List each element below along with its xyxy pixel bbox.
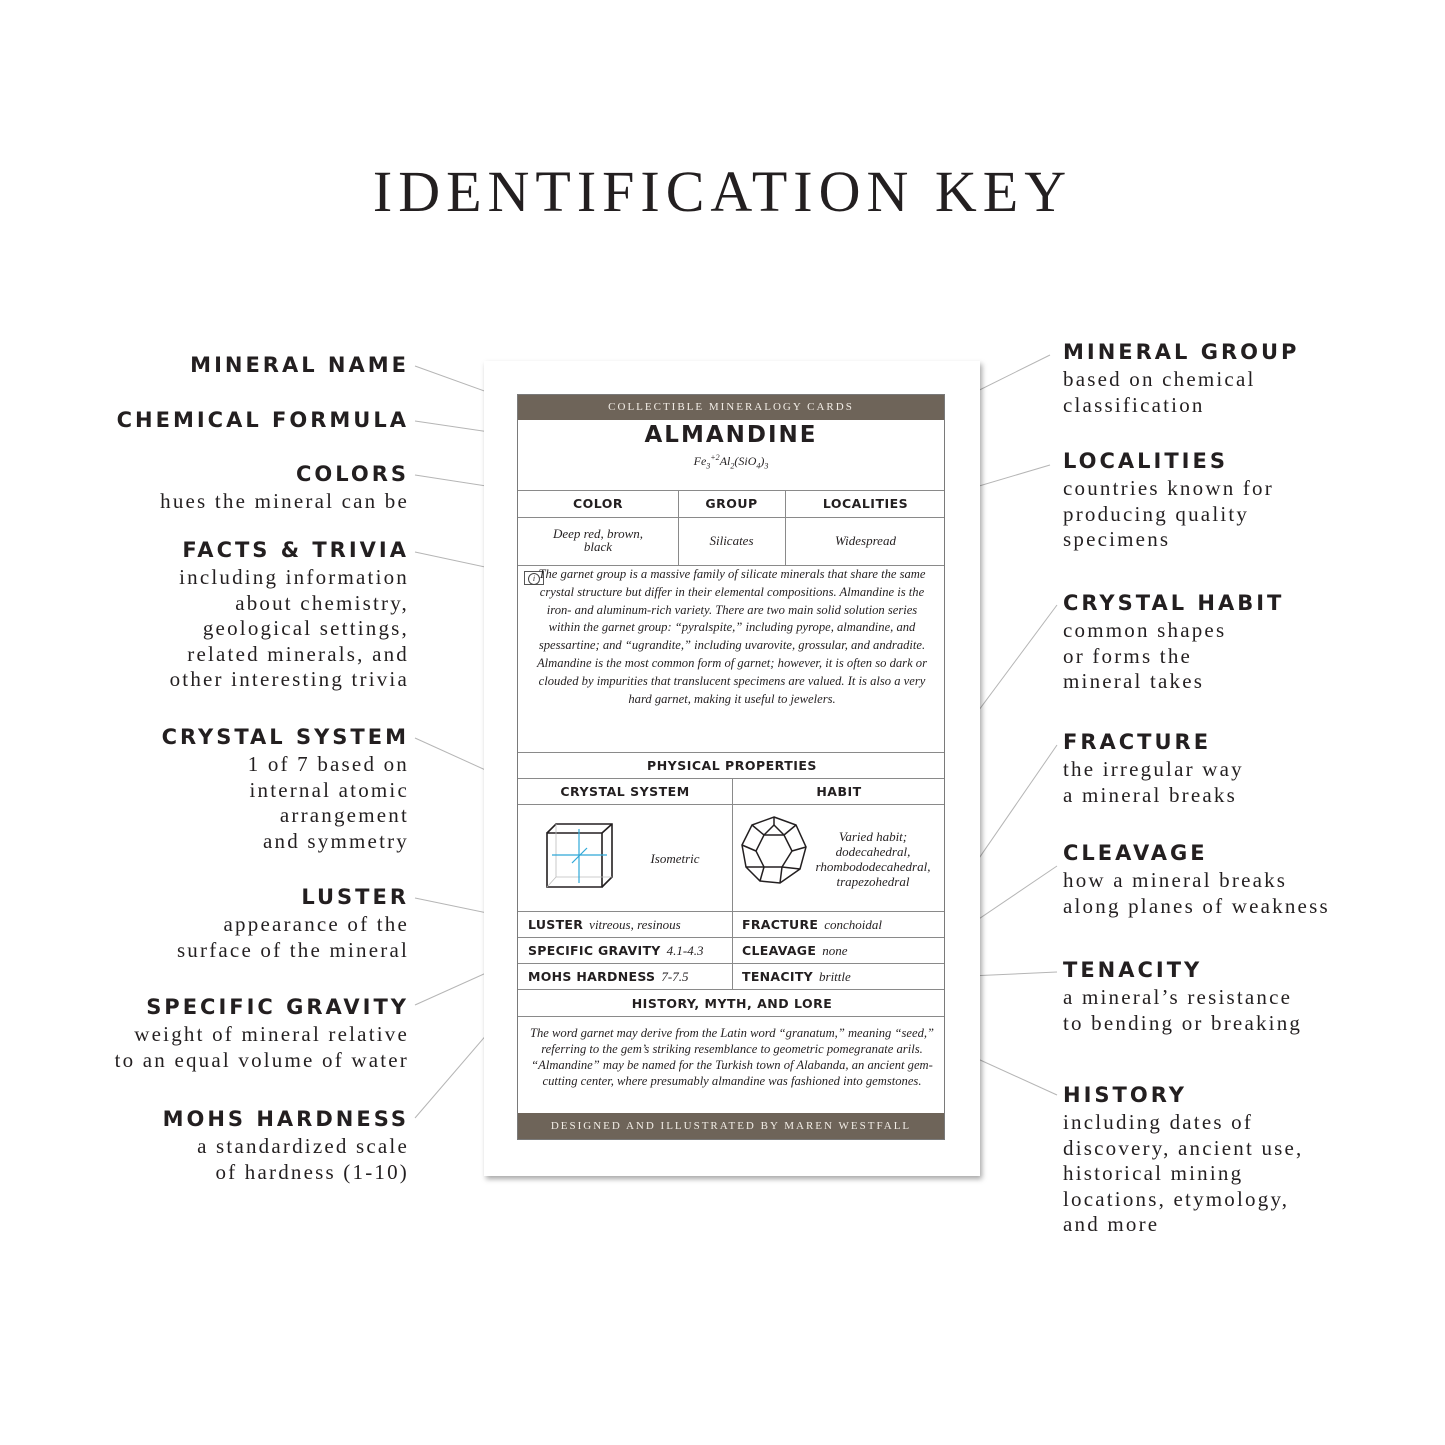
color-header: COLOR [572, 496, 624, 511]
color-value-line: black [583, 539, 613, 554]
label-history [1063, 1080, 1304, 1238]
label-luster [177, 882, 409, 963]
label-heading: LOCALITIES [1063, 449, 1228, 473]
history-text: The word garnet may derive from the Latin word “granatum,” meaning “seed,” referring to the gem’s striking resemblance to geometric pomegranate arils. “Almandine” may be named for the Turkish town of Alabanda, an ancient gem-cutting center, where presumably almandine was fashioned into gemstones. [529, 1026, 935, 1088]
habit-line: rhombododecahedral, [815, 859, 931, 874]
card-frame [517, 394, 945, 1140]
label-heading: FACTS & TRIVIA [182, 538, 409, 562]
label-desc-line: to bending or breaking [1063, 1010, 1303, 1035]
formula-part: Fe [693, 454, 707, 468]
divider [518, 963, 944, 964]
divider [518, 804, 944, 805]
label-mineral-name [190, 350, 409, 380]
label-desc-line: and more [1063, 1212, 1160, 1236]
label-heading: CRYSTAL HABIT [1063, 591, 1285, 615]
label-desc-line: historical mining [1063, 1161, 1244, 1185]
tenacity-row [742, 969, 851, 985]
label-desc-line: of hardness (1-10) [215, 1159, 409, 1184]
label-mohs-hardness [163, 1104, 409, 1185]
label-colors [160, 459, 409, 515]
mohs-hardness-row [528, 969, 688, 985]
label-desc-line: to an equal volume of water [114, 1047, 409, 1072]
label-desc-line: other interesting trivia [169, 667, 409, 691]
label-desc-line: 1 of 7 based on [247, 752, 409, 776]
crystal-system-value: Isometric [650, 851, 700, 866]
prop-value: 4.1-4.3 [666, 943, 704, 958]
card-series-banner: COLLECTIBLE MINERALOGY CARDS [518, 395, 944, 420]
prop-key: CLEAVAGE [742, 943, 817, 958]
label-desc-line: the irregular way [1063, 757, 1244, 781]
label-desc-line: weight of mineral relative [134, 1022, 409, 1046]
label-chemical-formula [117, 405, 409, 435]
label-heading: MINERAL GROUP [1063, 340, 1300, 364]
label-heading: COLORS [295, 462, 409, 486]
formula-part: ) [760, 454, 765, 468]
label-mineral-group [1063, 337, 1299, 418]
label-desc-line: internal atomic [249, 777, 409, 802]
label-heading: TENACITY [1063, 958, 1203, 982]
label-desc-line: a standardized scale [197, 1134, 409, 1158]
label-desc-line: and symmetry [263, 828, 409, 853]
formula-sub: 2 [730, 461, 735, 471]
divider [518, 517, 944, 518]
label-desc-line: a mineral’s resistance [1063, 985, 1293, 1009]
label-desc-line: including information [179, 565, 409, 589]
prop-key: SPECIFIC GRAVITY [528, 943, 661, 958]
label-heading: CRYSTAL SYSTEM [161, 725, 409, 749]
label-desc-line: or forms the [1063, 643, 1193, 668]
label-desc-line: surface of the mineral [176, 937, 409, 962]
group-value: Silicates [709, 533, 754, 548]
habit-line: trapezohedral [836, 874, 910, 889]
localities-value: Widespread [835, 533, 896, 548]
formula-part: (SiO [734, 454, 757, 468]
formula-sub: 3 [706, 461, 711, 471]
label-desc-line: related minerals, and [187, 641, 409, 666]
prop-value: conchoidal [824, 917, 883, 932]
group-header: GROUP [705, 496, 758, 511]
label-desc-line: countries known for [1063, 476, 1274, 500]
label-fracture [1063, 727, 1244, 808]
prop-key: TENACITY [742, 969, 814, 984]
divider [732, 778, 733, 989]
crystal-system-header: CRYSTAL SYSTEM [560, 784, 690, 799]
label-desc-line: based on chemical [1063, 367, 1256, 391]
color-value-line: Deep red, brown, [552, 526, 644, 541]
cube-crystal-icon [542, 819, 622, 895]
prop-key: MOHS HARDNESS [528, 969, 656, 984]
label-desc-line: mineral takes [1063, 669, 1205, 693]
divider [518, 490, 944, 491]
divider [518, 778, 944, 779]
divider [518, 752, 944, 753]
label-facts-trivia [170, 535, 409, 693]
localities-header: LOCALITIES [822, 496, 909, 511]
divider [518, 911, 944, 912]
label-tenacity [1063, 955, 1302, 1036]
card-credit-banner: DESIGNED AND ILLUSTRATED BY MAREN WESTFALL [518, 1113, 944, 1139]
label-desc-line: arrangement [279, 803, 409, 827]
label-heading: MOHS HARDNESS [162, 1107, 409, 1131]
prop-value: vitreous, resinous [589, 917, 681, 932]
mineral-name: ALMANDINE [644, 422, 818, 448]
label-desc-line: discovery, ancient use, [1063, 1135, 1304, 1160]
label-crystal-habit [1063, 588, 1284, 695]
label-desc-line: locations, etymology, [1063, 1186, 1290, 1211]
divider [518, 937, 944, 938]
specific-gravity-row [528, 943, 704, 959]
label-desc-line: producing quality [1063, 501, 1250, 526]
label-heading: CLEAVAGE [1063, 841, 1208, 865]
prop-value: 7-7.5 [661, 969, 689, 984]
prop-key: LUSTER [528, 917, 584, 932]
facts-text: The garnet group is a massive family of silicate minerals that share the same crystal structure but differ in their elemental compositions. Almandine is the iron- and aluminum-rich variety. There are two main solid solution series within the garnet group: “pyralspite,” including pyrope, almandine, and spessartine; and “ugrandite,” including uvarovite, grossular, and andradite. Almandine is the most common form of garnet; however, it is often so dark or clouded by impurities that translucent specimens are valued. It is also a very hard garnet, making it useful to jewelers. [536, 567, 928, 706]
label-desc-line: about chemistry, [235, 590, 409, 615]
label-desc-line: how a mineral breaks [1063, 868, 1288, 892]
label-heading: CHEMICAL FORMULA [116, 408, 409, 432]
chemical-formula [518, 453, 944, 470]
label-crystal-system [162, 722, 409, 854]
formula-sub: 3 [764, 461, 769, 471]
label-desc-line: including dates of [1063, 1110, 1254, 1134]
color-value [518, 527, 678, 553]
label-desc-line: common shapes [1063, 618, 1227, 642]
formula-part: Al [719, 454, 731, 468]
prop-value: none [822, 943, 848, 958]
info-glyph: i [528, 573, 540, 585]
formula-sub: 4 [756, 461, 761, 471]
divider [518, 1016, 944, 1017]
label-desc-line: hues the mineral can be [160, 489, 409, 513]
label-localities [1063, 446, 1274, 553]
dodecahedron-habit-icon [738, 813, 810, 887]
habit-line: dodecahedral, [835, 844, 911, 859]
label-heading: FRACTURE [1063, 730, 1212, 754]
label-cleavage [1063, 838, 1330, 919]
prop-key: FRACTURE [742, 917, 819, 932]
label-specific-gravity [115, 992, 409, 1073]
label-heading: MINERAL NAME [190, 353, 409, 377]
label-desc-line: along planes of weakness [1063, 893, 1330, 918]
label-heading: LUSTER [301, 885, 409, 909]
label-desc-line: a mineral breaks [1063, 782, 1237, 807]
history-header: HISTORY, MYTH, AND LORE [631, 996, 833, 1011]
habit-line: Varied habit; [838, 829, 908, 844]
habit-value [806, 829, 940, 889]
label-heading: HISTORY [1063, 1083, 1187, 1107]
label-desc-line: geological settings, [202, 616, 409, 640]
formula-sup: +2 [710, 453, 720, 462]
divider [518, 989, 944, 990]
label-desc-line: classification [1063, 392, 1205, 417]
mineral-card [484, 361, 980, 1176]
label-desc-line: specimens [1063, 527, 1171, 551]
label-heading: SPECIFIC GRAVITY [146, 995, 409, 1019]
habit-header: HABIT [816, 784, 862, 799]
luster-row [528, 917, 681, 933]
page-title: IDENTIFICATION KEY [372, 159, 1073, 224]
prop-value: brittle [819, 969, 851, 984]
cleavage-row [742, 943, 847, 959]
label-desc-line: appearance of the [223, 912, 409, 936]
physical-properties-header: PHYSICAL PROPERTIES [647, 758, 817, 773]
fracture-row [742, 917, 882, 933]
